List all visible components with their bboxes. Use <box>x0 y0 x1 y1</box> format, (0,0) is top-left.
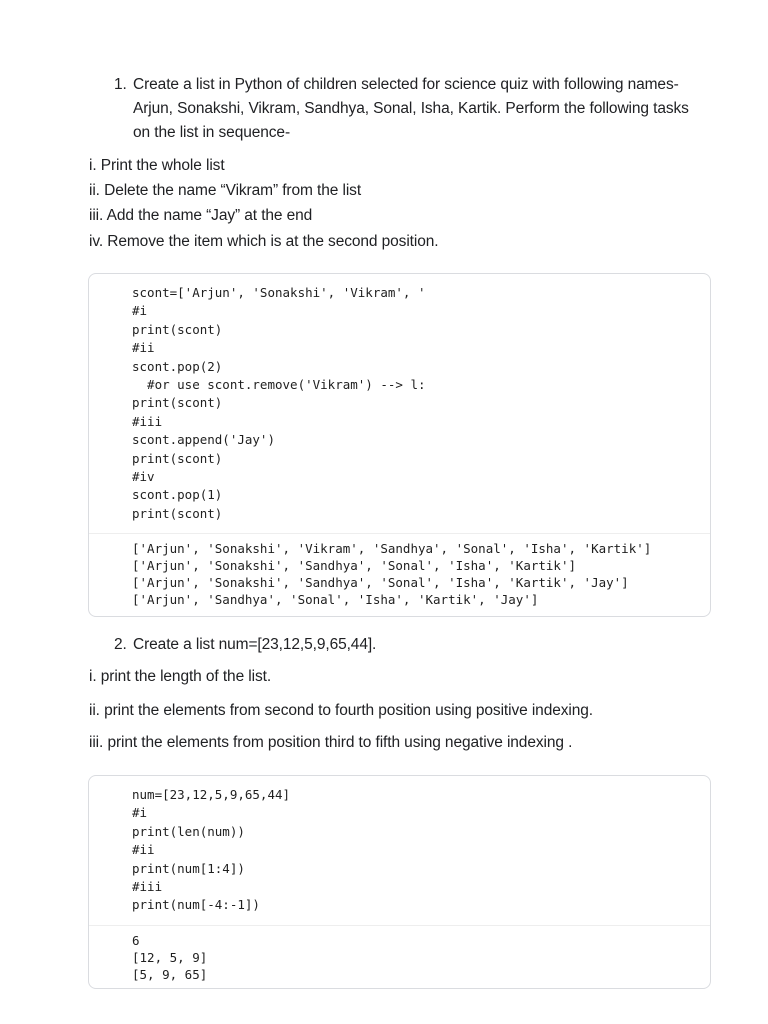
code-line: #ii <box>132 842 155 858</box>
code-line: print(num[-4:-1]) <box>132 897 260 913</box>
code-block-1[interactable] <box>89 274 710 533</box>
code-line: scont.pop(2) <box>132 358 223 374</box>
code-cell-1[interactable] <box>88 273 711 617</box>
question-1 <box>114 73 704 145</box>
question-2-task-ii: ii. print the elements from second to fourth position using positive indexing. <box>89 702 593 719</box>
code-line: #ii <box>132 340 155 356</box>
code-line: print(scont) <box>132 321 223 337</box>
output-line: ['Arjun', 'Sandhya', 'Sonal', 'Isha', 'Kartik', 'Jay'] <box>132 592 539 607</box>
question-2-task-iii: iii. print the elements from position third to fifth using negative indexing . <box>89 734 573 751</box>
code-cell-2[interactable] <box>88 775 711 989</box>
question-2-text: Create a list num=[23,12,5,9,65,44]. <box>133 636 377 653</box>
code-line: #iii <box>132 413 163 429</box>
code-line: num=[23,12,5,9,65,44] <box>132 787 291 802</box>
question-1-task-iv: iv. Remove the item which is at the second position. <box>89 233 439 250</box>
code-line: print(scont) <box>132 505 223 521</box>
code-line: print(num[1:4]) <box>132 860 245 876</box>
question-1-text: Create a list in Python of children selected for science quiz with following names- Arjun, Sonakshi, Vikram, Sandhya, Sonal, Isha, Kartik. Perform the following tasks on the list in sequence- <box>133 76 689 141</box>
question-2 <box>114 633 704 657</box>
code-line: scont.append('Jay') <box>132 432 275 448</box>
question-1-number: 1. <box>114 76 127 93</box>
output-line: ['Arjun', 'Sonakshi', 'Sandhya', 'Sonal', 'Isha', 'Kartik'] <box>132 558 577 573</box>
code-line: print(len(num)) <box>132 823 245 839</box>
code-line: #i <box>132 805 148 821</box>
output-block-2 <box>89 925 710 988</box>
output-line: [5, 9, 65] <box>132 967 208 982</box>
output-line: [12, 5, 9] <box>132 950 208 965</box>
code-line: #i <box>132 303 148 319</box>
code-line: #iii <box>132 879 163 894</box>
output-line: 6 <box>132 933 140 948</box>
code-line: #or use scont.remove('Vikram') --> l: <box>132 377 426 392</box>
code-line: print(scont) <box>132 450 223 466</box>
question-1-task-ii: ii. Delete the name “Vikram” from the list <box>89 182 362 199</box>
code-line: print(scont) <box>132 395 223 411</box>
output-line: ['Arjun', 'Sonakshi', 'Vikram', 'Sandhya', 'Sonal', 'Isha', 'Kartik'] <box>132 541 652 556</box>
output-block-1 <box>89 533 710 616</box>
code-block-2[interactable] <box>89 776 710 925</box>
output-line: ['Arjun', 'Sonakshi', 'Sandhya', 'Sonal', 'Isha', 'Kartik', 'Jay'] <box>132 575 629 590</box>
code-line: #iv <box>132 469 155 484</box>
question-1-task-iii: iii. Add the name “Jay” at the end <box>89 207 313 224</box>
question-1-task-i: i. Print the whole list <box>89 157 225 174</box>
code-line: scont=['Arjun', 'Sonakshi', 'Vikram', ' <box>132 285 426 300</box>
code-line: scont.pop(1) <box>132 487 223 503</box>
question-2-number: 2. <box>114 636 127 653</box>
question-2-task-i: i. print the length of the list. <box>89 668 272 685</box>
